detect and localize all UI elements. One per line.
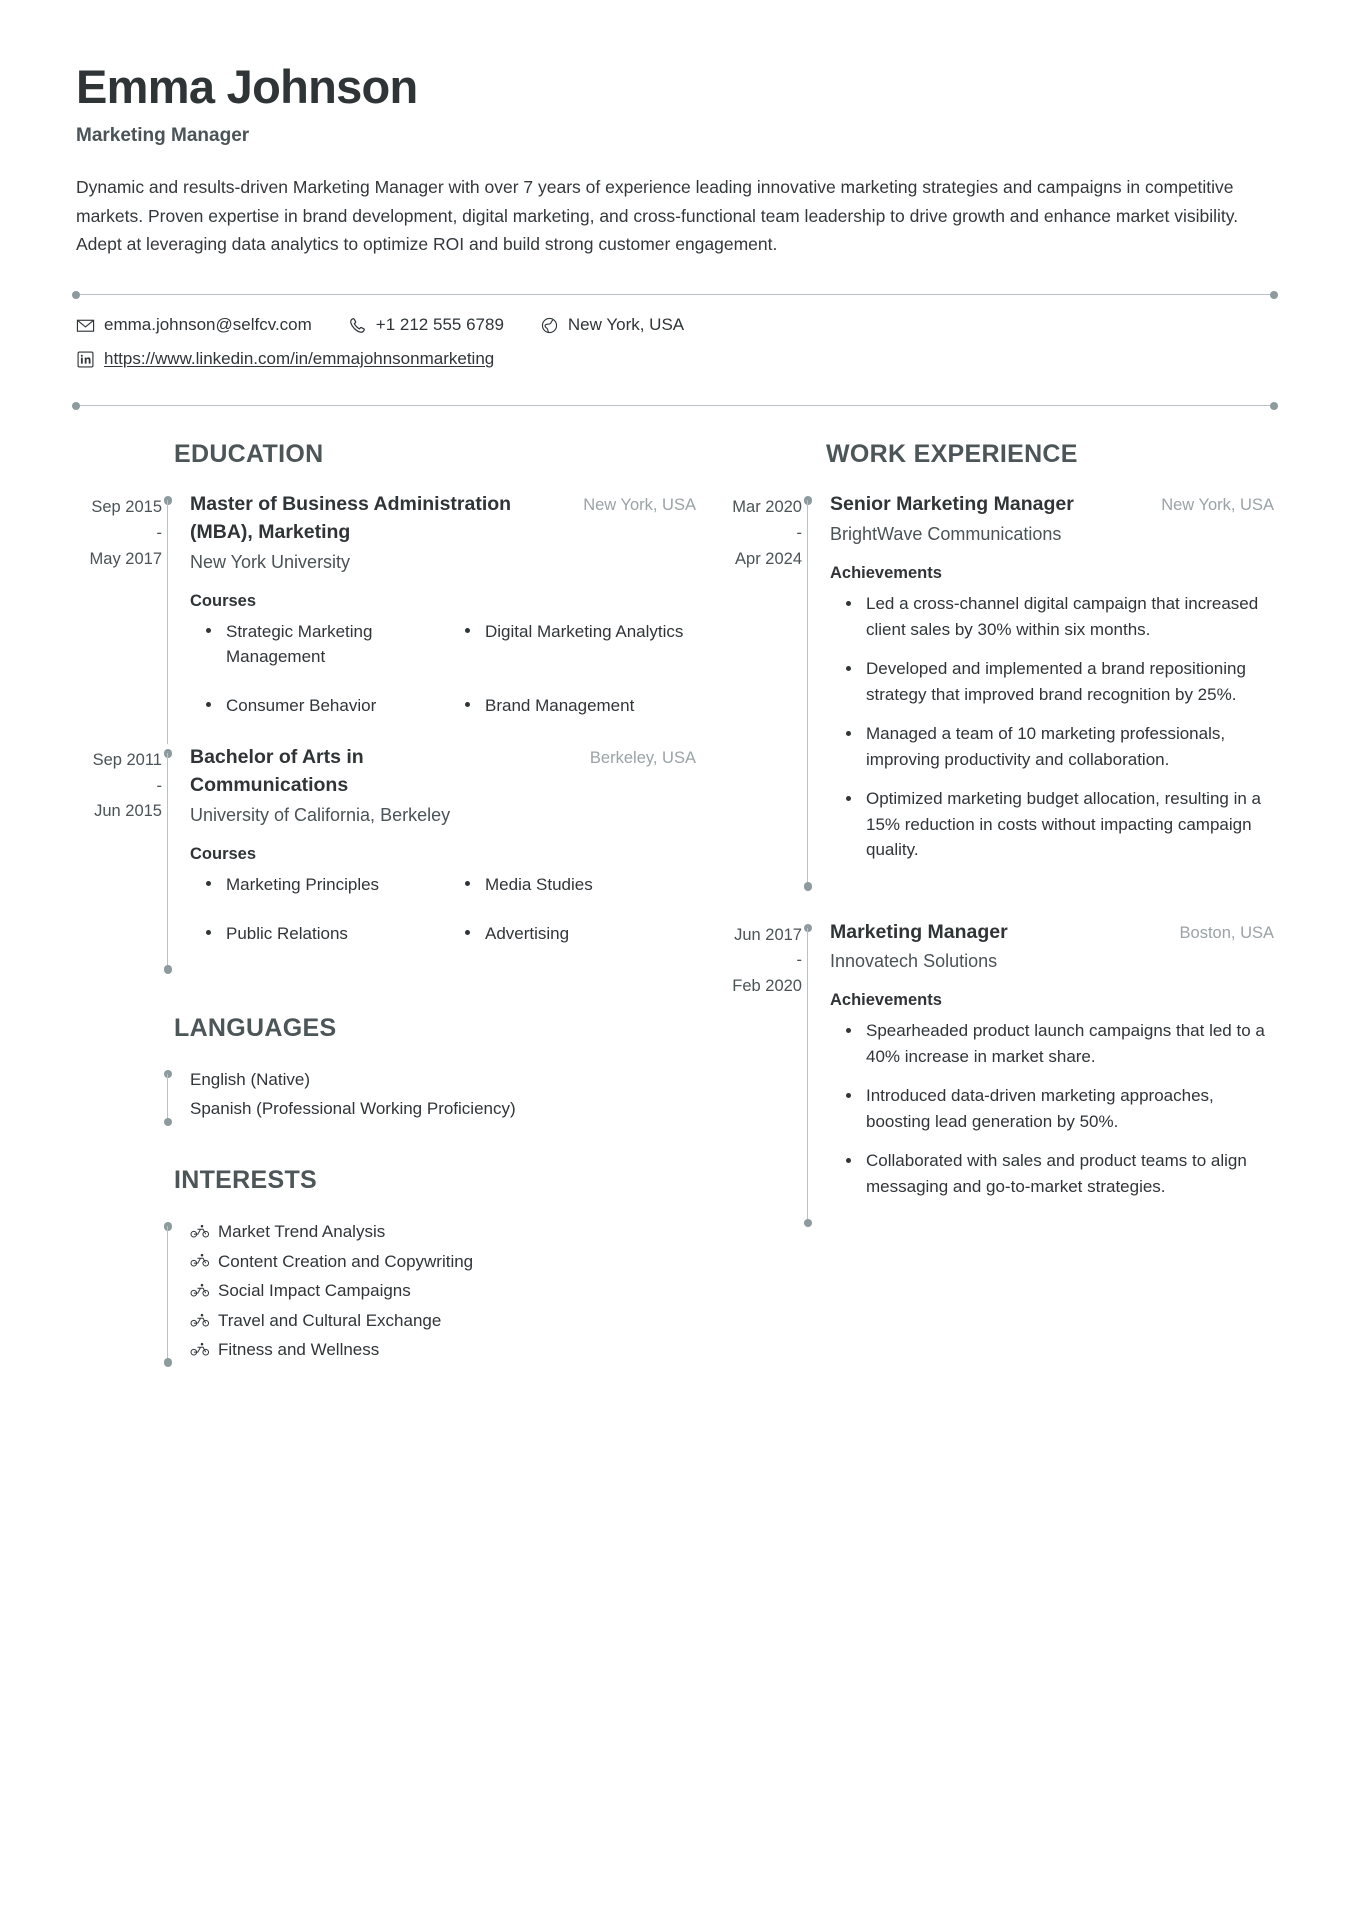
work-content <box>814 491 1274 888</box>
timeline-line <box>167 1074 168 1124</box>
achievements-label: Achievements <box>830 564 942 583</box>
interest-item <box>190 1276 696 1306</box>
education-entry <box>76 491 696 744</box>
languages-date-spacer <box>76 1065 162 1124</box>
timeline-rail <box>162 744 174 972</box>
section-title-languages: LANGUAGES <box>174 1013 337 1042</box>
timeline-dot-bottom <box>164 1118 173 1127</box>
language-item <box>190 1094 696 1124</box>
course-item: Advertising <box>449 921 696 946</box>
globe-icon <box>540 316 559 335</box>
achievement-item: Introduced data-driven marketing approaches, boosting lead generation by 50%. <box>830 1083 1274 1134</box>
section-title-education: EDUCATION <box>174 440 324 469</box>
work-location: New York, USA <box>1161 496 1274 515</box>
section-title-work-experience: WORK EXPERIENCE <box>826 440 1078 469</box>
interest-item <box>190 1335 696 1365</box>
contact-linkedin-link[interactable]: https://www.linkedin.com/in/emmajohnsonmarketing <box>104 349 495 369</box>
date-start: Sep 2011 <box>92 751 162 770</box>
envelope-icon <box>76 316 95 335</box>
spacer <box>716 889 1274 919</box>
course-item: Media Studies <box>449 872 696 897</box>
contact-row-primary <box>76 315 1274 335</box>
timeline-dot-bottom <box>804 882 813 891</box>
job-role-subtitle: Marketing Manager <box>76 125 250 147</box>
achievement-item: Led a cross-channel digital campaign that increased client sales by 30% within six months. <box>830 591 1274 642</box>
date-dash: - <box>156 776 162 795</box>
interest-item <box>190 1217 696 1247</box>
timeline-rail <box>802 919 814 1226</box>
bicycle-icon <box>190 1253 210 1269</box>
course-item: Consumer Behavior <box>190 693 437 718</box>
timeline-rail <box>802 491 814 888</box>
interests-date-spacer <box>76 1217 162 1365</box>
contact-phone-text: +1 212 555 6789 <box>375 315 504 335</box>
timeline-line <box>167 753 168 972</box>
work-company: Innovatech Solutions <box>830 951 998 972</box>
contact-location-text: New York, USA <box>567 315 685 335</box>
right-column <box>716 440 1274 1365</box>
professional-summary: Dynamic and results-driven Marketing Manager with over 7 years of experience leading innovative marketing strategies and campaigns in competitive markets. Proven expertise in brand development, digital marketing, and cross-functional team leadership to drive growth and enhance market visibility. Adept at leveraging data analytics to optimize ROI and build strong customer engagement. <box>76 177 1239 255</box>
education-school: New York University <box>190 551 351 572</box>
contact-linkedin[interactable] <box>76 349 494 369</box>
timeline-line <box>167 500 168 744</box>
education-location: New York, USA <box>583 496 696 515</box>
language-item <box>190 1065 696 1095</box>
resume-body <box>76 440 1274 1365</box>
achievement-item: Collaborated with sales and product teams to align messaging and go-to-market strategies. <box>830 1148 1274 1199</box>
header-divider-top <box>76 294 1274 295</box>
interest-text: Content Creation and Copywriting <box>218 1251 474 1271</box>
education-head <box>190 744 696 799</box>
timeline-line <box>167 1226 168 1365</box>
courses-list <box>190 872 696 946</box>
timeline-dot-bottom <box>164 1358 173 1367</box>
interests-block <box>76 1217 696 1365</box>
phone-icon <box>348 316 367 335</box>
interest-text: Market Trend Analysis <box>218 1222 386 1242</box>
education-content <box>174 491 696 744</box>
work-head <box>830 919 1274 947</box>
courses-label: Courses <box>190 844 257 863</box>
education-dates <box>76 744 162 972</box>
timeline-rail <box>162 1065 174 1124</box>
date-end: Apr 2024 <box>735 549 802 568</box>
achievement-item: Spearheaded product launch campaigns that led to a 40% increase in market share. <box>830 1018 1274 1069</box>
education-dates <box>76 491 162 744</box>
timeline-dot-bottom <box>804 1219 813 1228</box>
timeline-line <box>807 928 808 1226</box>
course-item: Brand Management <box>449 693 696 718</box>
bicycle-icon <box>190 1342 210 1358</box>
education-entry <box>76 744 696 972</box>
work-company: BrightWave Communications <box>830 524 1062 545</box>
languages-block <box>76 1065 696 1124</box>
achievement-item: Managed a team of 10 marketing professionals, improving productivity and collaboration. <box>830 721 1274 772</box>
work-entry <box>716 919 1274 1226</box>
course-item: Public Relations <box>190 921 437 946</box>
interest-item <box>190 1306 696 1336</box>
contact-email-text: emma.johnson@selfcv.com <box>104 315 312 335</box>
language-text: Spanish (Professional Working Proficiency) <box>190 1099 516 1119</box>
bicycle-icon <box>190 1313 210 1329</box>
page-title: Emma Johnson <box>76 60 418 113</box>
courses-list <box>190 619 696 718</box>
date-start: Mar 2020 <box>732 498 802 517</box>
timeline-dot-bottom <box>164 965 173 974</box>
education-degree: Master of Business Administration (MBA), Marketing <box>190 493 512 544</box>
work-dates <box>716 919 802 1226</box>
interest-text: Fitness and Wellness <box>218 1340 380 1360</box>
date-dash: - <box>796 951 802 970</box>
education-school: University of California, Berkeley <box>190 804 451 825</box>
work-job-title: Senior Marketing Manager <box>830 493 1074 516</box>
education-head <box>190 491 696 546</box>
contact-row-secondary <box>76 349 1274 369</box>
work-head <box>830 491 1274 519</box>
timeline-rail <box>162 1217 174 1365</box>
interest-text: Social Impact Campaigns <box>218 1281 411 1301</box>
contact-email[interactable] <box>76 315 312 335</box>
date-end: Jun 2015 <box>94 802 162 821</box>
date-end: Feb 2020 <box>732 976 802 995</box>
section-title-interests: INTERESTS <box>174 1166 317 1195</box>
contact-phone[interactable] <box>348 315 504 335</box>
course-item: Strategic Marketing Management <box>190 619 437 669</box>
work-location: Boston, USA <box>1179 923 1274 942</box>
course-item: Marketing Principles <box>190 872 437 897</box>
date-end: May 2017 <box>89 549 162 568</box>
bicycle-icon <box>190 1224 210 1240</box>
education-content <box>174 744 696 972</box>
date-dash: - <box>156 523 162 542</box>
achievements-list <box>830 1018 1274 1199</box>
spacer <box>76 1124 696 1166</box>
date-dash: - <box>796 523 802 542</box>
course-item: Digital Marketing Analytics <box>449 619 696 669</box>
language-text: English (Native) <box>190 1069 310 1089</box>
interest-text: Travel and Cultural Exchange <box>218 1310 442 1330</box>
achievements-label: Achievements <box>830 991 942 1010</box>
interest-item <box>190 1247 696 1277</box>
interests-list <box>174 1217 696 1365</box>
linkedin-icon <box>76 350 95 369</box>
contact-block <box>76 295 1274 369</box>
education-location: Berkeley, USA <box>589 749 696 768</box>
date-start: Sep 2015 <box>91 498 162 517</box>
work-content <box>814 919 1274 1226</box>
left-column <box>76 440 696 1365</box>
date-start: Jun 2017 <box>734 925 802 944</box>
bicycle-icon <box>190 1283 210 1299</box>
achievement-item: Developed and implemented a brand repositioning strategy that improved brand recognition by 25%. <box>830 656 1274 707</box>
achievements-list <box>830 591 1274 863</box>
timeline-line <box>807 500 808 888</box>
spacer <box>76 972 696 1014</box>
languages-list <box>174 1065 696 1124</box>
work-entry <box>716 491 1274 888</box>
work-dates <box>716 491 802 888</box>
header-divider-bottom <box>76 405 1274 406</box>
achievement-item: Optimized marketing budget allocation, resulting in a 15% reduction in costs without impacting campaign quality. <box>830 786 1274 863</box>
timeline-rail <box>162 491 174 744</box>
courses-label: Courses <box>190 591 257 610</box>
work-job-title: Marketing Manager <box>830 920 1008 943</box>
education-degree: Bachelor of Arts in Communications <box>190 746 364 796</box>
contact-location <box>540 315 684 335</box>
